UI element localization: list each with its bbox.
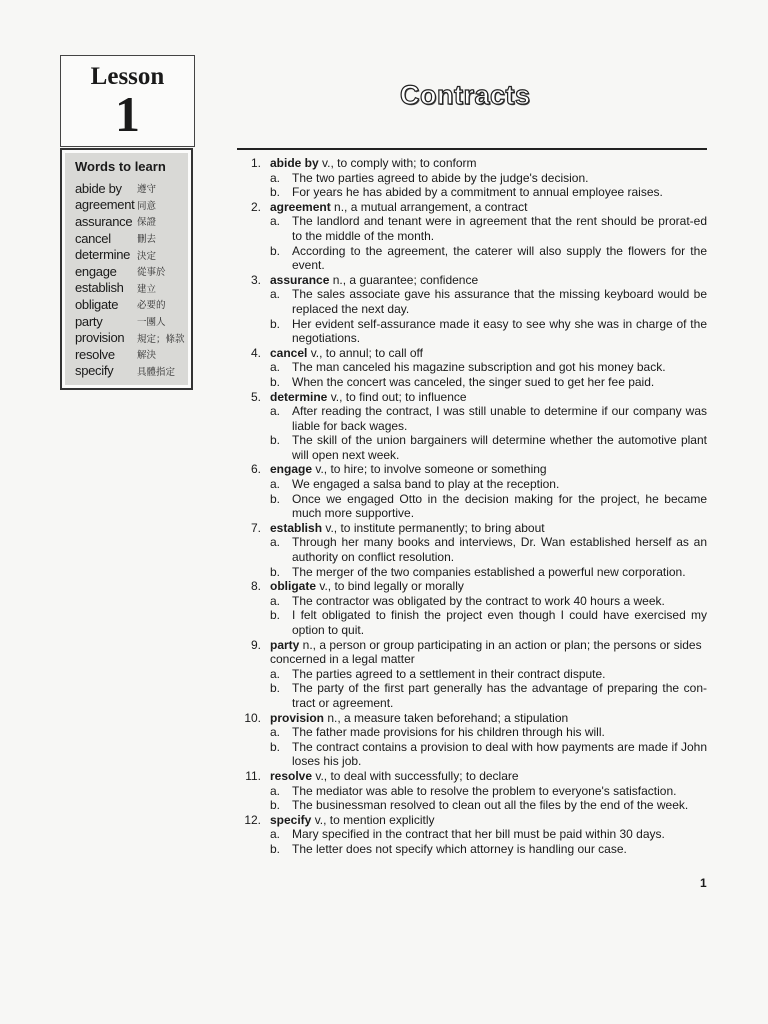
entry-definition: v., to hire; to involve someone or something xyxy=(312,462,547,477)
example-text: The contract contains a provision to deal with how payments are made if John loses his job. xyxy=(292,739,707,769)
entry-definition: v., to deal with successfully; to declare xyxy=(312,768,519,783)
entry-term: agreement xyxy=(270,199,331,214)
example-sentence xyxy=(237,287,707,316)
lesson-label: Lesson xyxy=(90,63,165,90)
entry-headline xyxy=(237,390,707,405)
vocab-entry xyxy=(237,813,707,857)
example-sentence xyxy=(237,477,707,492)
entry-headline xyxy=(237,200,707,215)
example-sentence xyxy=(237,681,707,710)
example-letter: a. xyxy=(270,725,281,740)
entry-term: cancel xyxy=(270,345,308,360)
example-text: The two parties agreed to abide by the judge's decision. xyxy=(292,170,589,185)
example-letter: b. xyxy=(270,316,281,331)
entry-number: 9. xyxy=(250,637,261,652)
words-to-learn-box xyxy=(60,148,193,390)
vocab-entry xyxy=(237,521,707,579)
example-sentence xyxy=(237,798,707,813)
example-sentence xyxy=(237,842,707,857)
entry-number: 3. xyxy=(250,272,261,287)
word-row xyxy=(75,313,188,330)
example-letter: a. xyxy=(270,535,281,550)
vocab-entry xyxy=(237,346,707,390)
entry-definition: n., a person or group participating in an action or plan; the persons or sides concerned in a legal matter xyxy=(270,637,702,667)
word-chinese: 建立 xyxy=(137,283,157,295)
example-letter: a. xyxy=(270,593,281,608)
word-english: obligate xyxy=(75,296,119,312)
word-chinese: 必要的 xyxy=(137,300,166,312)
vocabulary-entries xyxy=(237,156,707,857)
words-to-learn-heading: Words to learn xyxy=(75,159,166,174)
word-row xyxy=(75,280,188,297)
word-chinese: 規定；條款 xyxy=(137,333,185,345)
example-text: Her evident self-assurance made it easy to see why she was in charge of the negotiations. xyxy=(292,316,707,346)
example-letter: a. xyxy=(270,783,281,798)
example-letter: b. xyxy=(270,374,281,389)
entry-headline xyxy=(237,638,707,667)
word-english: provision xyxy=(75,330,125,346)
word-english: party xyxy=(75,313,103,329)
word-row xyxy=(75,296,188,313)
entry-headline xyxy=(237,462,707,477)
example-text: We engaged a salsa band to play at the reception. xyxy=(292,477,560,492)
entry-definition: v., to mention explicitly xyxy=(311,812,435,827)
entry-number: 8. xyxy=(250,579,261,594)
example-letter: b. xyxy=(270,841,281,856)
word-chinese: 遵守 xyxy=(137,184,157,196)
word-row xyxy=(75,263,188,280)
entry-headline xyxy=(237,156,707,171)
example-text: Mary specified in the contract that her bill must be paid within 30 days. xyxy=(292,827,665,842)
example-sentence xyxy=(237,784,707,799)
example-text: Once we engaged Otto in the decision making for the project, he became much more supportive. xyxy=(292,491,707,521)
word-row xyxy=(75,197,188,214)
entry-term: assurance xyxy=(270,272,330,287)
example-text: When the concert was canceled, the singer sued to get her fee paid. xyxy=(292,374,655,389)
example-letter: a. xyxy=(270,360,281,375)
entry-term: determine xyxy=(270,389,328,404)
word-english: engage xyxy=(75,263,117,279)
example-letter: a. xyxy=(270,404,281,419)
words-to-learn-panel xyxy=(65,153,188,385)
example-letter: b. xyxy=(270,433,281,448)
example-sentence xyxy=(237,594,707,609)
example-sentence xyxy=(237,827,707,842)
word-chinese: 決定 xyxy=(137,250,157,262)
vocab-entry xyxy=(237,462,707,520)
example-text: The man canceled his magazine subscription and got his money back. xyxy=(292,360,666,375)
vocab-entry xyxy=(237,273,707,346)
entry-definition: v., to institute permanently; to bring about xyxy=(322,520,545,535)
word-english: resolve xyxy=(75,346,115,362)
example-sentence xyxy=(237,185,707,200)
example-sentence xyxy=(237,375,707,390)
example-letter: a. xyxy=(270,170,281,185)
example-letter: a. xyxy=(270,827,281,842)
entry-term: engage xyxy=(270,462,313,477)
example-sentence xyxy=(237,171,707,186)
entry-definition: v., to bind legally or morally xyxy=(316,579,464,594)
word-chinese: 解決 xyxy=(137,350,157,362)
word-chinese: 具體指定 xyxy=(137,366,176,378)
example-text: After reading the contract, I was still unable to determine if our company was liable for back wages. xyxy=(292,404,707,433)
entry-headline xyxy=(237,813,707,828)
example-sentence xyxy=(237,360,707,375)
entry-term: abide by xyxy=(270,156,319,170)
entry-headline xyxy=(237,346,707,361)
word-english: assurance xyxy=(75,213,133,229)
entry-term: provision xyxy=(270,710,325,725)
word-chinese: 從事於 xyxy=(137,267,166,279)
example-text: The merger of the two companies established a powerful new corporation. xyxy=(292,564,686,579)
word-row xyxy=(75,246,188,263)
title-rule xyxy=(237,148,707,150)
page-title: Contracts xyxy=(400,80,531,110)
word-english: specify xyxy=(75,363,114,379)
example-text: The father made provisions for his children through his will. xyxy=(292,725,605,740)
entry-definition: v., to annul; to call off xyxy=(307,345,423,360)
example-letter: a. xyxy=(270,287,281,302)
lesson-box xyxy=(60,55,195,147)
example-sentence xyxy=(237,565,707,580)
example-text: The landlord and tenant were in agreement that the rent should be prorat-ed to the middle of the month. xyxy=(292,214,707,243)
vocab-entry xyxy=(237,579,707,637)
example-letter: b. xyxy=(270,681,281,696)
entry-number: 7. xyxy=(250,520,261,535)
example-sentence xyxy=(237,535,707,564)
example-sentence xyxy=(237,725,707,740)
example-sentence xyxy=(237,244,707,273)
word-english: establish xyxy=(75,280,124,296)
word-chinese: 一團人 xyxy=(137,317,166,329)
example-sentence xyxy=(237,740,707,769)
example-text: The contractor was obligated by the contract to work 40 hours a week. xyxy=(292,593,665,608)
example-letter: b. xyxy=(270,739,281,754)
word-row xyxy=(75,363,188,380)
example-sentence xyxy=(237,608,707,637)
example-sentence xyxy=(237,214,707,243)
vocab-entry xyxy=(237,711,707,769)
entry-definition: n., a guarantee; confidence xyxy=(329,272,479,287)
example-letter: b. xyxy=(270,185,281,200)
example-letter: b. xyxy=(270,608,281,623)
vocab-entry xyxy=(237,156,707,200)
entry-number: 2. xyxy=(250,199,261,214)
word-chinese: 同意 xyxy=(137,200,157,212)
example-text: The party of the first part generally has the advantage of preparing the con-tract or agreement. xyxy=(292,681,707,710)
lesson-number: 1 xyxy=(115,86,140,142)
page-number: 1 xyxy=(700,876,707,890)
word-row xyxy=(75,346,188,363)
entry-number: 12. xyxy=(244,812,261,827)
word-english: cancel xyxy=(75,230,111,246)
entry-number: 4. xyxy=(250,345,261,360)
entry-definition: v., to comply with; to conform xyxy=(318,156,477,170)
entry-number: 6. xyxy=(250,462,261,477)
entry-number: 10. xyxy=(244,710,261,725)
entry-term: obligate xyxy=(270,579,317,594)
example-letter: b. xyxy=(270,798,281,813)
entry-definition: n., a measure taken beforehand; a stipulation xyxy=(324,710,569,725)
entry-headline xyxy=(237,769,707,784)
example-letter: b. xyxy=(270,491,281,506)
entry-definition: v., to find out; to influence xyxy=(327,389,467,404)
entry-headline xyxy=(237,521,707,536)
example-text: The businessman resolved to clean out all the files by the end of the week. xyxy=(292,798,689,813)
word-english: agreement xyxy=(75,197,135,213)
entry-headline xyxy=(237,579,707,594)
example-sentence xyxy=(237,317,707,346)
example-text: According to the agreement, the caterer will also supply the flowers for the event. xyxy=(292,243,707,273)
entry-number: 5. xyxy=(250,389,261,404)
word-row xyxy=(75,180,188,197)
example-sentence xyxy=(237,404,707,433)
example-text: Through her many books and interviews, Dr. Wan established herself as an authority on conflict resolution. xyxy=(292,535,707,565)
example-text: For years he has abided by a commitment to annual employee raises. xyxy=(292,185,663,200)
word-row xyxy=(75,329,188,346)
entry-headline xyxy=(237,711,707,726)
word-row xyxy=(75,213,188,230)
example-text: The sales associate gave his assurance that the missing keyboard would be replaced the next day. xyxy=(292,287,707,316)
example-text: The letter does not specify which attorney is handling our case. xyxy=(292,841,627,856)
word-chinese: 保證 xyxy=(137,217,157,229)
entry-number: 1. xyxy=(250,156,261,170)
entry-number: 11. xyxy=(245,768,261,783)
word-english: abide by xyxy=(75,180,122,196)
entry-term: specify xyxy=(270,812,312,827)
entry-headline xyxy=(237,273,707,288)
example-sentence xyxy=(237,667,707,682)
example-letter: a. xyxy=(270,214,281,229)
example-sentence xyxy=(237,492,707,521)
example-letter: b. xyxy=(270,243,281,258)
entry-term: party xyxy=(270,637,300,652)
vocab-entry xyxy=(237,769,707,813)
entry-definition: n., a mutual arrangement, a contract xyxy=(330,199,528,214)
vocab-entry xyxy=(237,200,707,273)
example-letter: a. xyxy=(270,477,281,492)
example-text: The parties agreed to a settlement in their contract dispute. xyxy=(292,666,606,681)
vocab-entry xyxy=(237,638,707,711)
entry-term: establish xyxy=(270,520,323,535)
vocab-entry xyxy=(237,390,707,463)
example-text: The mediator was able to resolve the problem to everyone's satisfaction. xyxy=(292,783,677,798)
example-text: I felt obligated to finish the project even though I could have exercised my option to quit. xyxy=(292,608,707,637)
word-row xyxy=(75,230,188,247)
example-sentence xyxy=(237,433,707,462)
word-list xyxy=(75,180,188,379)
word-english: determine xyxy=(75,247,131,263)
word-chinese: 刪去 xyxy=(137,234,157,246)
entry-term: resolve xyxy=(270,768,313,783)
example-text: The skill of the union bargainers will determine whether the automotive plant will open next week. xyxy=(292,433,707,462)
example-letter: a. xyxy=(270,666,281,681)
example-letter: b. xyxy=(270,564,281,579)
